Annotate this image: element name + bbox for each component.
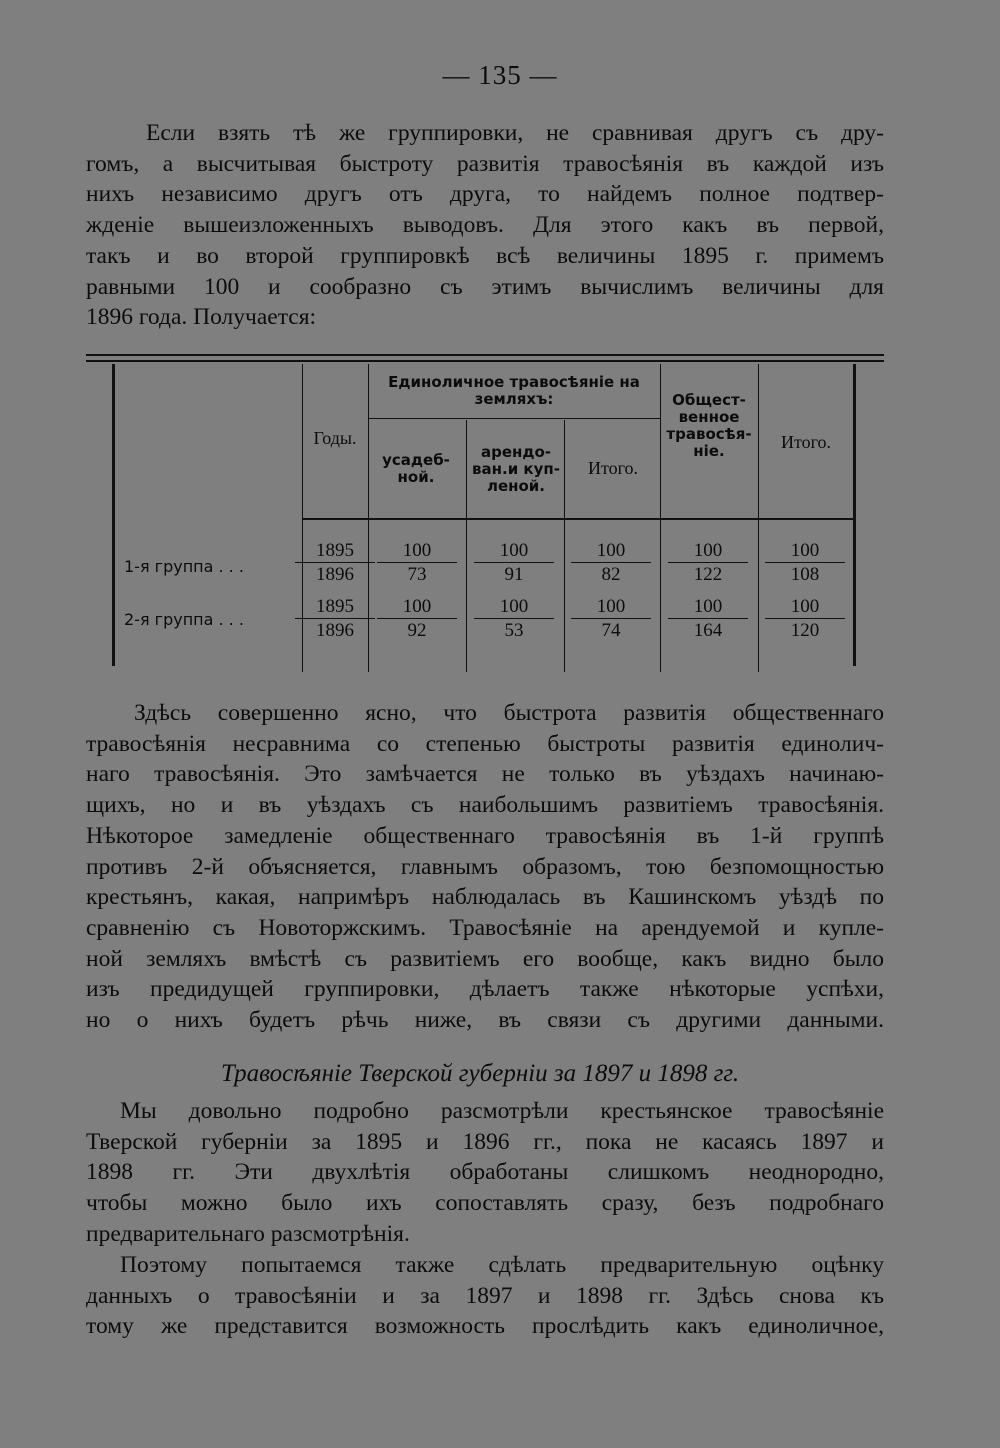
- text-line: Тверской губерніи за 1895 и 1896 гг., пока не касаясь 1897 и: [86, 1128, 884, 1155]
- cell-value: 100: [571, 540, 651, 563]
- text-line: чтобы можно было ихъ сопоставлять сразу, безъ подробнаго: [86, 1190, 884, 1217]
- text-line: изъ предидущей группировки, дѣлаетъ также нѣкоторые успѣхи,: [86, 976, 884, 1003]
- cell-year: 1896: [316, 620, 354, 641]
- header-individual: Единоличное травосѣяніе на земляхъ:: [388, 373, 640, 408]
- text-line: противъ 2-й объясняется, главнымъ образомъ, тою безпомощностью: [86, 853, 884, 880]
- paragraph-4: [86, 1250, 884, 1342]
- text-line: 1896 года. Получается:: [86, 304, 317, 331]
- text-line: но о нихъ будетъ рѣчь ниже, въ связи съ другими данными.: [86, 1007, 884, 1034]
- text-line: гомъ, а высчитывая быстроту развитія травосѣянія въ каждой изъ: [86, 150, 884, 177]
- table-subheader-rule: [368, 418, 660, 419]
- cell-value: 164: [693, 620, 723, 641]
- table-top-rule: [86, 354, 884, 356]
- statistics-table: [86, 352, 884, 672]
- table-vline: [466, 420, 467, 672]
- cell-value: 53: [504, 620, 524, 641]
- text-line: тому же представится возможность прослѣдить какъ единоличное,: [86, 1313, 884, 1340]
- text-line: Поэтому попытаемся также сдѣлать предварительную оцѣнку: [120, 1252, 884, 1278]
- text-line: Мы довольно подробно разсмотрѣли крестьянское травосѣяніе: [120, 1098, 884, 1124]
- cell-value: 100: [571, 596, 651, 619]
- cell-value: 100: [474, 540, 554, 563]
- text-line: данныхъ о травосѣяніи и за 1897 и 1898 гг. Здѣсь снова къ: [86, 1282, 884, 1309]
- cell-year: 1896: [316, 564, 354, 585]
- header-usadeb: усадеб-ной.: [382, 451, 450, 486]
- row-label-group-2: 2-я группа . . .: [124, 610, 244, 629]
- cell-value: 100: [668, 540, 748, 563]
- cell-value: 100: [474, 596, 554, 619]
- cell-value: 100: [765, 540, 845, 563]
- text-line: жденіе вышеизложенныхъ выводовъ. Для этого какъ въ первой,: [86, 212, 884, 239]
- text-line: ной земляхъ вмѣстѣ съ развитіемъ его вообще, какъ видно было: [86, 945, 884, 972]
- header-itogo-2: Итого.: [780, 432, 832, 452]
- cell-value: 73: [407, 564, 427, 585]
- text-line: Нѣкоторое замедленіе общественнаго травосѣянія въ 1-й группѣ: [86, 822, 884, 849]
- page-number: — 135 —: [442, 60, 558, 90]
- cell-value: 92: [407, 620, 427, 641]
- text-line: крестьянъ, какая, напримѣръ наблюдалась въ Кашинскомъ уѣздѣ по: [86, 884, 884, 911]
- cell-value: 108: [790, 564, 820, 585]
- table-header-rule: [302, 518, 853, 520]
- cell-year: 1895: [295, 540, 375, 563]
- cell-value: 120: [790, 620, 820, 641]
- text-line: равными 100 и сообразно съ этимъ вычислимъ величины для: [86, 273, 884, 300]
- cell-value: 100: [377, 596, 457, 619]
- cell-year: 1895: [295, 596, 375, 619]
- text-line: 1898 гг. Эти двухлѣтія обработаны слишкомъ неоднородно,: [86, 1159, 884, 1186]
- section-heading: Травосѣяніе Тверской губерніи за 1897 и 1898 гг.: [220, 1060, 740, 1087]
- table-right-border: [853, 364, 856, 666]
- paragraph-1: [86, 118, 884, 333]
- cell-value: 100: [765, 596, 845, 619]
- text-line: нихъ независимо другъ отъ друга, то найдемъ полное подтвер-: [86, 181, 884, 208]
- row-label-group-1: 1-я группа . . .: [124, 557, 244, 576]
- text-line: Здѣсь совершенно ясно, что быстрота развитія общественнаго: [134, 700, 884, 726]
- cell-value: 122: [693, 564, 723, 585]
- paragraph-3: [86, 1096, 884, 1250]
- text-line: щихъ, но и въ уѣздахъ съ наибольшимъ развитіемъ травосѣянія.: [86, 792, 884, 819]
- cell-value: 82: [601, 564, 621, 585]
- text-line: такъ и во второй группировкѣ всѣ величины 1895 г. примемъ: [86, 242, 884, 269]
- text-line: травосѣянія несравнима со степенью быстроты развитія единолич-: [86, 730, 884, 757]
- table-vline: [564, 420, 565, 672]
- header-years: Годы.: [313, 428, 357, 448]
- paragraph-2: [86, 698, 884, 1036]
- table-left-border: [112, 364, 115, 666]
- cell-value: 100: [377, 540, 457, 563]
- cell-value: 91: [504, 564, 524, 585]
- text-line: Если взять тѣ же группировки, не сравнивая другъ съ дру-: [146, 120, 884, 146]
- header-public: Общест-венное травосѣя-ніе.: [666, 391, 752, 460]
- cell-value: 74: [601, 620, 621, 641]
- cell-value: 100: [668, 596, 748, 619]
- header-arend: арендо-ван.и куп-леной.: [472, 443, 560, 495]
- text-line: предварительнаго разсмотрѣнія.: [86, 1220, 410, 1247]
- text-line: сравненію съ Новоторжскимъ. Травосѣяніе на арендуемой и купле-: [86, 914, 884, 941]
- text-line: наго травосѣянія. Это замѣчается не только въ уѣздахъ начинаю-: [86, 761, 884, 788]
- table-top-rule-2: [86, 360, 884, 362]
- header-itogo-1: Итого.: [587, 458, 639, 478]
